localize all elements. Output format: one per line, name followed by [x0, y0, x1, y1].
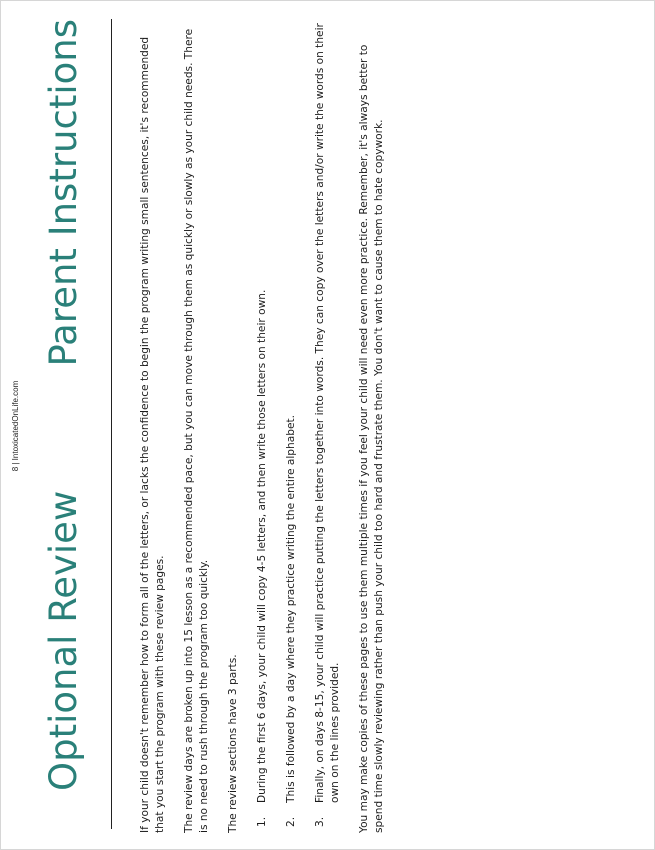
list-item-text: This is followed by a day where they practice writing the entire alphabet. [285, 415, 297, 803]
rotated-content [1, 1, 655, 850]
list-item [284, 23, 299, 833]
list-item-text: Finally, on days 8-15, your child will practice putting the letters together into words. They can copy over the letters and/or write the words on their own on the lines provided. [314, 23, 341, 803]
list-item [313, 23, 343, 833]
page-number-label: 8 | IntoxicatedOnLife.com [11, 380, 20, 472]
paragraph-intro: If your child doesn't remember how to form all of the letters, or lacks the confidence to begin the program writing small sentences, it's recommended that you start the program with these review pages. [139, 36, 166, 833]
section-title: Optional Review [42, 490, 85, 791]
body-content [138, 23, 401, 833]
list-item-number: 1. [256, 816, 268, 827]
paragraph-copies: You may make copies of these pages to use them multiple times if you feel your child will need even more practice. Remember, it's always better to spend time slowly reviewing rather than push your child too hard and frustrate them. You don't want to cause them to hate copywork. [358, 44, 385, 833]
page-title: Parent Instructions [42, 19, 85, 367]
paragraph-parts: The review sections have 3 parts. [227, 654, 239, 833]
paragraph-pace: The review days are broken up into 15 lesson as a recommended pace, but you can move through them as quickly or slowly as your child needs. There is no need to rush through the program too quickly. [183, 28, 210, 833]
list-item-number: 3. [314, 816, 326, 827]
list-item-number: 2. [285, 816, 297, 827]
review-parts-list [255, 23, 343, 833]
list-item-text: During the first 6 days, your child will copy 4-5 letters, and then write those letters on their own. [256, 289, 268, 803]
header-rule [111, 19, 112, 829]
list-item [255, 23, 270, 833]
